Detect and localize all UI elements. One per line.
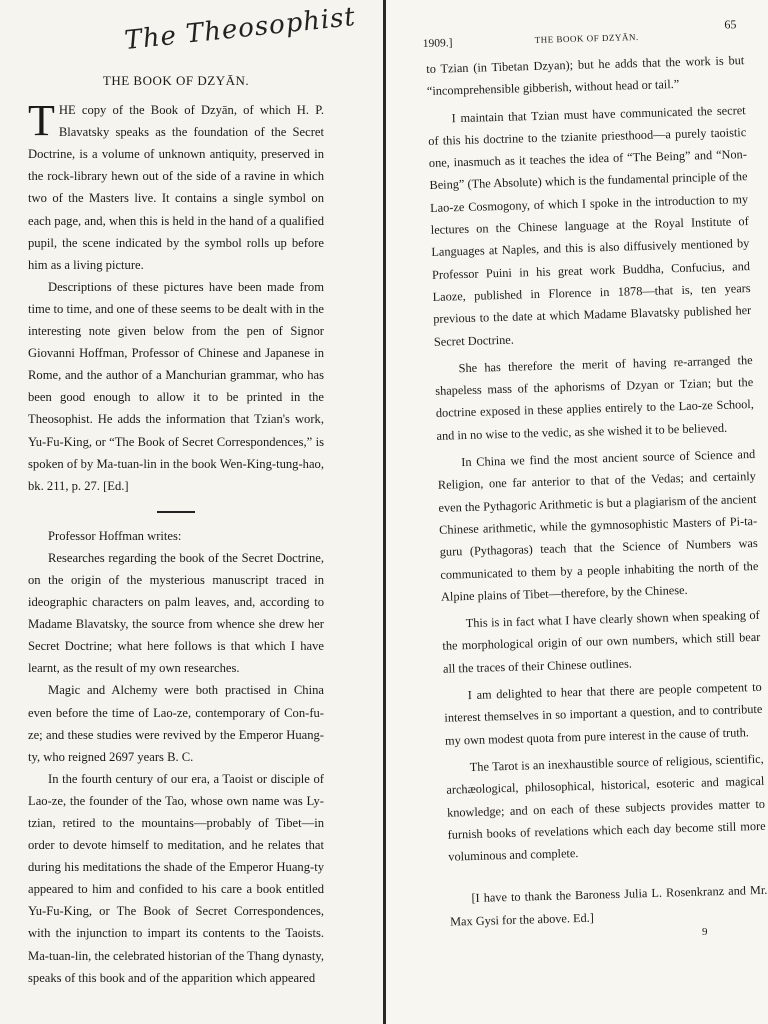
footer-mark: 9 [702, 926, 708, 938]
left-text-column [28, 70, 324, 989]
paragraph: Professor Hoffman writes: [48, 528, 182, 543]
editor-note: [I have to thank the Baroness Julia L. Rosenkranz and Mr. Max Gysi for the above. Ed.] [449, 883, 768, 929]
paragraph-text: HE copy of the Book of Dzyān, of which H. P. Blavatsky speaks as the foundation of the Secret Doctrine, is a volume of unknown antiquity, preserved in the rock-library hewn out of the side of a ravine in which two of the Masters live. It contains a single symbol on each page, and, when this is held in the hand of a qualified pupil, the scene indicated by the symbol rolls up before him as a living picture. [28, 103, 324, 272]
paragraph: In China we find the most ancient source of Science and Religion, one far anterior to that of the Vedas; and certainly even the Pythagoric Arithmetic is but a plagiarism of the ancient Chinese arithmetic, while the gymnosophistic Masters of Pi-ta-guru (Pythagoras) teach that the Science of Numbers was communicated to them by a people inhabiting the north of the Alpine plains of Tibet—therefore, by the Chinese. [437, 447, 759, 604]
handwritten-title: The Theosophist [123, 1, 358, 57]
chapter-heading: THE BOOK OF DZYĀN. [102, 73, 250, 88]
paragraph: Researches regarding the book of the Secret Doctrine, on the origin of the mysterious manuscript traced in ideographic characters on palm leaves, and, according to Madame Blavatsky, the source from whence she drew her Secret Doctrine; what here follows is that which I have learnt, as the result of my own researches. [28, 550, 324, 676]
paragraph: She has therefore the merit of having re-arranged the shapeless mass of the aphorisms of Dzyan or Tzian; but the doctrine exposed in these applies entirely to the Lao-ze School, and in no wise to the vedic, as she wished it to be believed. [435, 352, 754, 443]
paragraph: Descriptions of these pictures have been made from time to time, and one of these seems to be dealt with in the interesting note given below from the pen of Signor Giovanni Hoffman, Professor of Chinese and Japanese in Rome, and the author of a Manchurian grammar, who has been good enough to allow it to be printed in the Theosophist. He adds the information that Tzian's work, Yu-Fu-King, or “The Book of Secret Correspondences,” is spoken of by Ma-tuan-lin in the book Wen-King-tung-hao, bk. 211, p. 27. [Ed.] [28, 279, 324, 493]
page-number: 65 [724, 17, 737, 32]
right-text-column [426, 49, 768, 938]
paragraph: This is in fact what I have clearly shown when speaking of the morphological origin of our own numbers, which still bear all the traces of their Chinese outlines. [442, 608, 761, 676]
right-page [386, 0, 768, 1024]
header-year: 1909.] [422, 37, 453, 50]
paragraph [28, 96, 324, 276]
paragraph: to Tzian (in Tibetan Dzyan); but he adds that the work is but “incomprehensible gibberish, without head or tail.” [426, 53, 745, 99]
drop-cap: T [28, 96, 55, 146]
paragraph: I am delighted to hear that there are people competent to interest themselves in so important a question, and to contribute my own modest quota from pure interest in the cause of truth. [444, 679, 763, 748]
running-header [422, 7, 752, 50]
header-title: THE BOOK OF DZYĀN. [534, 31, 639, 45]
paragraph: The Tarot is an inexhaustible source of religious, scientific, archæological, philosophical, historical, esoteric and magical knowledge; and on each of these subjects provides matter to furnish books of revelations which each day become still more voluminous and complete. [446, 751, 766, 864]
paragraph: I maintain that Tzian must have communicated the secret of this his doctrine to the tzianite priesthood—a purely taoistic one, inasmuch as it teaches the idea of “The Being” and “Non-Being” (The Absolute) which is the fundamental principle of the Lao-ze Cosmogony, of which I spoke in the introduction to my lectures on the Chinese language at the Royal Institute of Languages at Naples, and this is also diffusively mentioned by Professor Puini in his great work Buddha, Confucius, and Laoze, published in Florence in 1878—that is, ten years previous to the date at which Madame Blavatsky published her Secret Doctrine. [428, 102, 752, 349]
section-rule [157, 511, 195, 513]
paragraph: Magic and Alchemy were both practised in China even before the time of Lao-ze, contemporary of Con-fu-ze; and these studies were revived by the Emperor Huang-ty, who reigned 2697 years B. C. [28, 683, 324, 764]
paragraph: In the fourth century of our era, a Taoist or disciple of Lao-ze, the founder of the Tao, whose own name was Ly-tzian, retired to the mountains—probably of Tibet—in order to devote himself to meditation, and he relates that during his meditations the shade of the Emperor Huang-ty appeared to him and confided to his care a book entitled Yu-Fu-King, or The Book of Secret Correspondences, with the injunction to impart its contents to the Taoists. Ma-tuan-lin, the celebrated historian of the Thang dynasty, speaks of this book and of the apparition which appeared [28, 771, 324, 985]
